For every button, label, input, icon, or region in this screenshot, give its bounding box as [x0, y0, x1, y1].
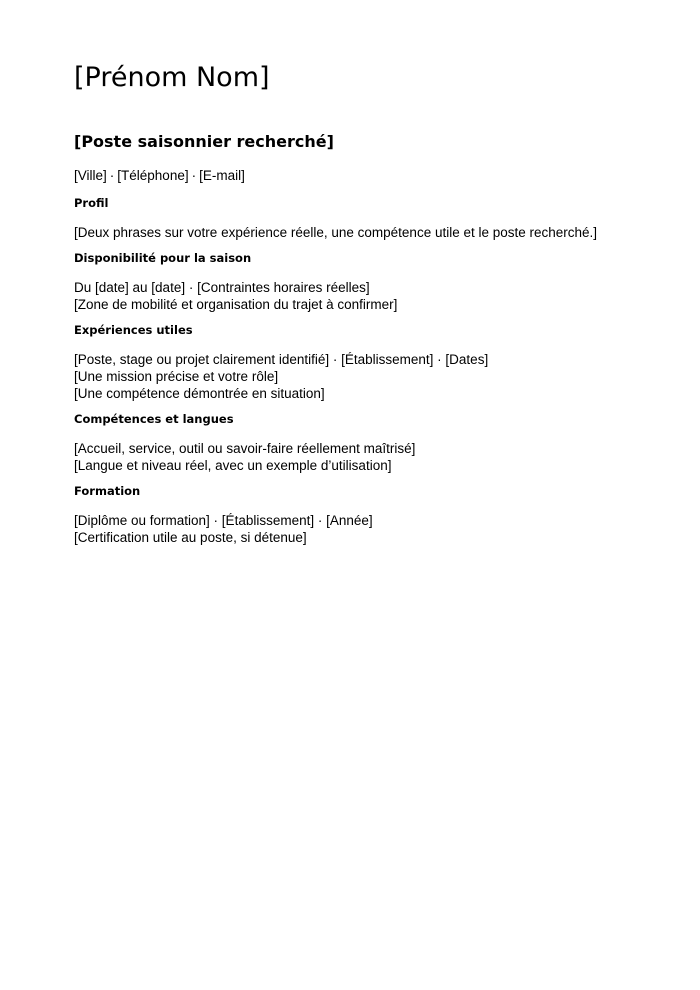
section-body-competences: [74, 440, 415, 474]
section-line: [Zone de mobilité et organisation du trajet à confirmer]: [74, 297, 398, 312]
section-line: [Une compétence démontrée en situation]: [74, 386, 325, 401]
section-disponibilite: [74, 250, 397, 313]
section-body-experiences: [74, 351, 488, 402]
section-line: Du [date] au [date] · [Contraintes horaires réelles]: [74, 280, 370, 295]
candidate-name: [Prénom Nom]: [74, 62, 270, 93]
job-title: [Poste saisonnier recherché]: [74, 132, 334, 151]
section-formation: [74, 483, 373, 546]
section-title-disponibilite: Disponibilité pour la saison: [74, 251, 252, 265]
section-line: [Diplôme ou formation] · [Établissement] · [Année]: [74, 513, 373, 528]
contact-separator: ·: [109, 168, 115, 183]
contact-email: [E-mail]: [199, 168, 245, 183]
section-title-experiences: Expériences utiles: [74, 323, 193, 337]
section-title-formation: Formation: [74, 484, 141, 498]
section-competences: [74, 411, 415, 474]
section-body-profil: [74, 224, 597, 241]
section-line: [Une mission précise et votre rôle]: [74, 369, 279, 384]
section-line: [Accueil, service, outil ou savoir-faire réellement maîtrisé]: [74, 441, 416, 456]
contact-separator: ·: [191, 168, 197, 183]
section-title-profil: Profil: [74, 196, 109, 210]
section-line: [Certification utile au poste, si détenue]: [74, 530, 307, 545]
contact-line: [74, 167, 245, 184]
section-body-disponibilite: [74, 279, 397, 313]
section-line: [Poste, stage ou projet clairement identifié] · [Établissement] · [Dates]: [74, 352, 489, 367]
section-experiences: [74, 322, 488, 402]
section-body-formation: [74, 512, 373, 546]
section-title-competences: Compétences et langues: [74, 412, 234, 426]
section-line: [Deux phrases sur votre expérience réelle, une compétence utile et le poste recherché.]: [74, 225, 598, 240]
section-profil: [74, 195, 597, 241]
contact-city: [Ville]: [74, 168, 107, 183]
section-line: [Langue et niveau réel, avec un exemple d’utilisation]: [74, 458, 392, 473]
contact-phone: [Téléphone]: [117, 168, 189, 183]
